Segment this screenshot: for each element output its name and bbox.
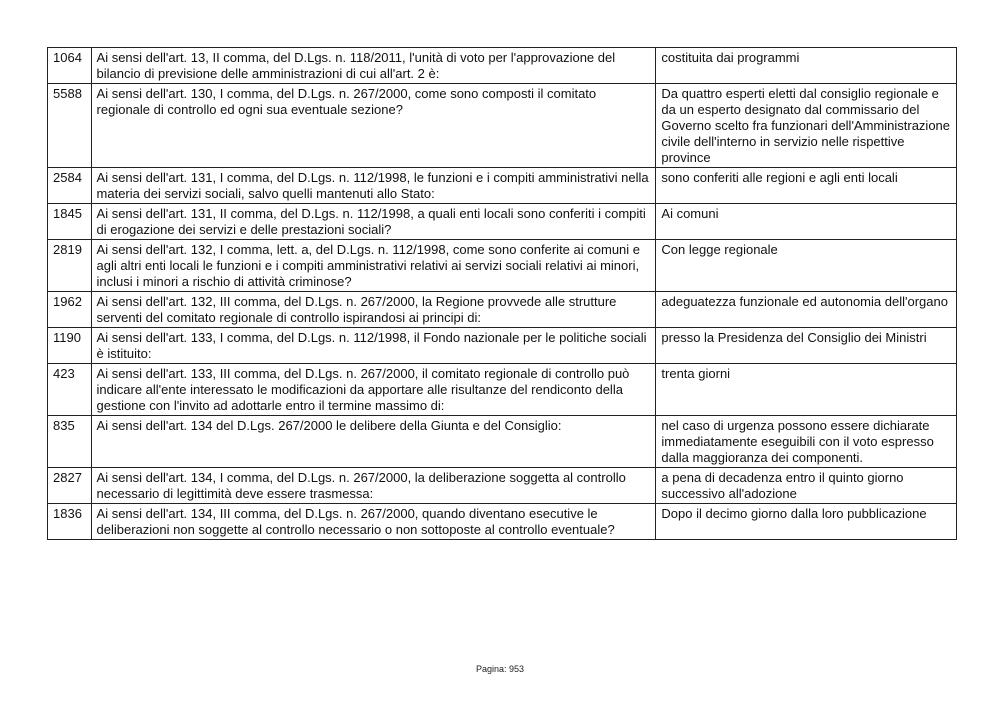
answer-text: Da quattro esperti eletti dal consiglio regionale e da un esperto designato dal commissario del Governo scelto fra funzionari dell'Amministrazione civile dell'interno in servizio nelle rispettive province: [656, 84, 957, 168]
answer-text: costituita dai programmi: [656, 48, 957, 84]
table-row: [48, 468, 957, 504]
answer-text: nel caso di urgenza possono essere dichiarate immediatamente eseguibili con il voto espresso dalla maggioranza dei componenti.: [656, 416, 957, 468]
answer-text: Ai comuni: [656, 204, 957, 240]
question-id: 1190: [48, 328, 92, 364]
question-text: Ai sensi dell'art. 134, III comma, del D.Lgs. n. 267/2000, quando diventano esecutive le deliberazioni non soggette al controllo necessario o non sottoposte al controllo eventuale?: [91, 504, 656, 540]
question-text: Ai sensi dell'art. 131, I comma, del D.Lgs. n. 112/1998, le funzioni e i compiti amministrativi nella materia dei servizi sociali, salvo quelli mantenuti allo Stato:: [91, 168, 656, 204]
question-id: 5588: [48, 84, 92, 168]
answer-text: presso la Presidenza del Consiglio dei Ministri: [656, 328, 957, 364]
answer-text: Dopo il decimo giorno dalla loro pubblicazione: [656, 504, 957, 540]
answer-text: trenta giorni: [656, 364, 957, 416]
question-text: Ai sensi dell'art. 134 del D.Lgs. 267/2000 le delibere della Giunta e del Consiglio:: [91, 416, 656, 468]
table-row: [48, 48, 957, 84]
answer-text: adeguatezza funzionale ed autonomia dell'organo: [656, 292, 957, 328]
question-id: 2819: [48, 240, 92, 292]
question-id: 423: [48, 364, 92, 416]
table-row: [48, 84, 957, 168]
question-text: Ai sensi dell'art. 132, III comma, del D.Lgs. n. 267/2000, la Regione provvede alle strutture serventi del comitato regionale di controllo ispirandosi ai principi di:: [91, 292, 656, 328]
answer-text: a pena di decadenza entro il quinto giorno successivo all'adozione: [656, 468, 957, 504]
question-text: Ai sensi dell'art. 134, I comma, del D.Lgs. n. 267/2000, la deliberazione soggetta al controllo necessario di legittimità deve essere trasmessa:: [91, 468, 656, 504]
table-row: [48, 328, 957, 364]
question-id: 1962: [48, 292, 92, 328]
question-text: Ai sensi dell'art. 132, I comma, lett. a, del D.Lgs. n. 112/1998, come sono conferite ai comuni e agli altri enti locali le funzioni e i compiti amministrativi relativi ai servizi sociali relativi ai minori, inclusi i minori a rischio di attività criminose?: [91, 240, 656, 292]
quiz-table: [47, 47, 957, 540]
table-row: [48, 168, 957, 204]
question-text: Ai sensi dell'art. 130, I comma, del D.Lgs. n. 267/2000, come sono composti il comitato regionale di controllo ed ogni sua eventuale sezione?: [91, 84, 656, 168]
question-id: 2827: [48, 468, 92, 504]
table-row: [48, 292, 957, 328]
question-text: Ai sensi dell'art. 13, II comma, del D.Lgs. n. 118/2011, l'unità di voto per l'approvazione del bilancio di previsione delle amministrazioni di cui all'art. 2 è:: [91, 48, 656, 84]
question-id: 1836: [48, 504, 92, 540]
table-row: [48, 364, 957, 416]
table-row: [48, 504, 957, 540]
answer-text: sono conferiti alle regioni e agli enti locali: [656, 168, 957, 204]
question-text: Ai sensi dell'art. 131, II comma, del D.Lgs. n. 112/1998, a quali enti locali sono conferiti i compiti di erogazione dei servizi e delle prestazioni sociali?: [91, 204, 656, 240]
question-id: 1845: [48, 204, 92, 240]
table-row: [48, 240, 957, 292]
question-id: 2584: [48, 168, 92, 204]
answer-text: Con legge regionale: [656, 240, 957, 292]
question-id: 1064: [48, 48, 92, 84]
table-row: [48, 416, 957, 468]
question-text: Ai sensi dell'art. 133, III comma, del D.Lgs. n. 267/2000, il comitato regionale di controllo può indicare all'ente interessato le modificazioni da apportare alle risultanze del rendiconto della gestione con l'invito ad adottarle entro il termine massimo di:: [91, 364, 656, 416]
table-row: [48, 204, 957, 240]
page-number: Pagina: 953: [475, 664, 525, 674]
question-text: Ai sensi dell'art. 133, I comma, del D.Lgs. n. 112/1998, il Fondo nazionale per le politiche sociali è istituito:: [91, 328, 656, 364]
quiz-table-body: [48, 48, 957, 540]
question-id: 835: [48, 416, 92, 468]
